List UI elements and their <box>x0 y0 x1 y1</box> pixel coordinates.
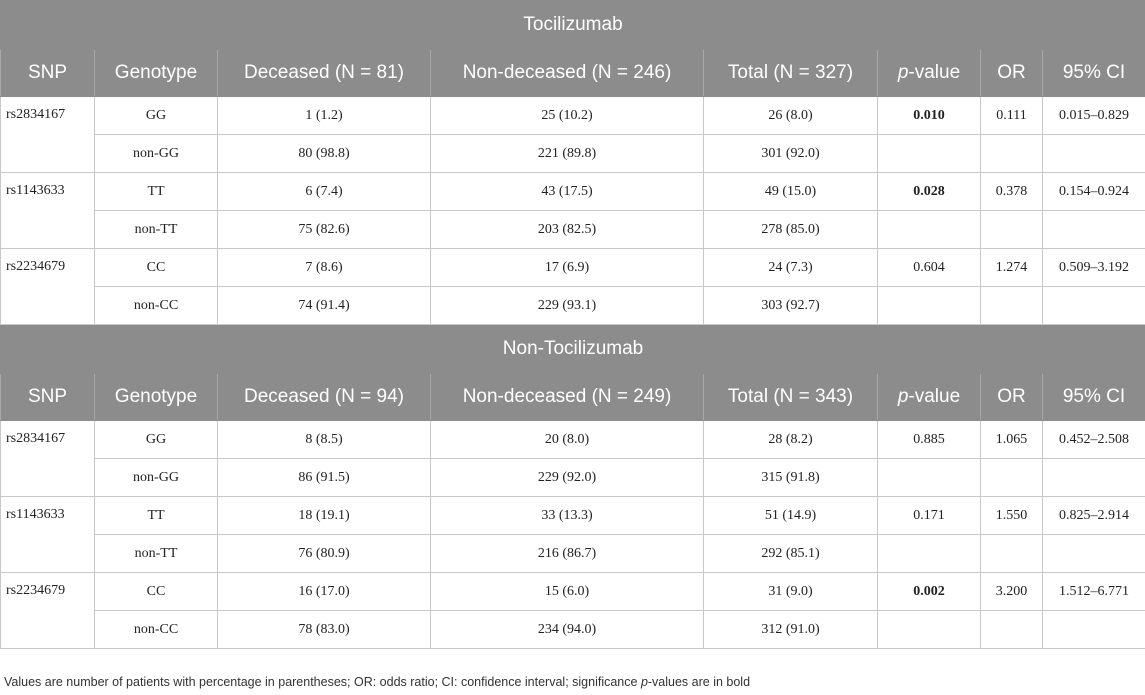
deceased-cell: 76 (80.9) <box>218 535 431 573</box>
deceased-cell: 6 (7.4) <box>218 173 431 211</box>
section-title: Tocilizumab <box>1 1 1145 50</box>
total-cell: 292 (85.1) <box>704 535 878 573</box>
table-row <box>1 459 1145 497</box>
total-cell: 301 (92.0) <box>704 135 878 173</box>
or-cell <box>981 135 1043 173</box>
total-cell: 31 (9.0) <box>704 573 878 611</box>
deceased-cell: 86 (91.5) <box>218 459 431 497</box>
or-cell <box>981 535 1043 573</box>
header-genotype: Genotype <box>95 374 218 421</box>
non-deceased-cell: 229 (93.1) <box>431 287 704 325</box>
header-or: OR <box>981 50 1043 97</box>
table-row <box>1 135 1145 173</box>
header-snp: SNP <box>1 374 95 421</box>
or-cell: 1.274 <box>981 249 1043 287</box>
header-deceased: Deceased (N = 81) <box>218 50 431 97</box>
ci-cell: 0.825–2.914 <box>1043 497 1145 535</box>
deceased-cell: 16 (17.0) <box>218 573 431 611</box>
ci-cell: 0.452–2.508 <box>1043 421 1145 459</box>
deceased-cell: 1 (1.2) <box>218 97 431 135</box>
ci-cell <box>1043 459 1145 497</box>
or-cell: 0.111 <box>981 97 1043 135</box>
section-title: Non-Tocilizumab <box>1 325 1145 374</box>
or-cell <box>981 459 1043 497</box>
header-total: Total (N = 327) <box>704 50 878 97</box>
non-deceased-cell: 15 (6.0) <box>431 573 704 611</box>
p-value-cell: 0.604 <box>878 249 981 287</box>
non-deceased-cell: 203 (82.5) <box>431 211 704 249</box>
header-p-italic: p <box>897 386 909 407</box>
header-deceased: Deceased (N = 94) <box>218 374 431 421</box>
table-row <box>1 535 1145 573</box>
deceased-cell: 80 (98.8) <box>218 135 431 173</box>
p-value-cell: 0.002 <box>878 573 981 611</box>
p-value-cell <box>878 211 981 249</box>
non-deceased-cell: 25 (10.2) <box>431 97 704 135</box>
non-deceased-cell: 221 (89.8) <box>431 135 704 173</box>
deceased-cell: 18 (19.1) <box>218 497 431 535</box>
or-cell: 1.550 <box>981 497 1043 535</box>
non-deceased-cell: 33 (13.3) <box>431 497 704 535</box>
header-ci: 95% CI <box>1043 374 1145 421</box>
p-value-cell <box>878 287 981 325</box>
or-cell: 1.065 <box>981 421 1043 459</box>
snp-cell: rs2834167 <box>1 421 95 497</box>
snp-cell: rs2234679 <box>1 249 95 325</box>
p-value-cell <box>878 459 981 497</box>
header-or: OR <box>981 374 1043 421</box>
non-deceased-cell: 17 (6.9) <box>431 249 704 287</box>
header-non-deceased: Non-deceased (N = 249) <box>431 374 704 421</box>
table-row <box>1 573 1145 611</box>
total-cell: 278 (85.0) <box>704 211 878 249</box>
total-cell: 49 (15.0) <box>704 173 878 211</box>
non-deceased-cell: 229 (92.0) <box>431 459 704 497</box>
footnote-text-end: -values are in bold <box>647 675 751 689</box>
genotype-cell: non-CC <box>95 287 218 325</box>
genotype-cell: CC <box>95 249 218 287</box>
ci-cell <box>1043 135 1145 173</box>
deceased-cell: 74 (91.4) <box>218 287 431 325</box>
snp-cell: rs1143633 <box>1 497 95 573</box>
or-cell <box>981 287 1043 325</box>
genotype-cell: TT <box>95 497 218 535</box>
column-header-row <box>1 374 1145 421</box>
table-row <box>1 497 1145 535</box>
snp-cell: rs1143633 <box>1 173 95 249</box>
p-value-cell: 0.028 <box>878 173 981 211</box>
non-deceased-cell: 20 (8.0) <box>431 421 704 459</box>
genotype-cell: GG <box>95 421 218 459</box>
p-value-cell: 0.885 <box>878 421 981 459</box>
non-deceased-cell: 234 (94.0) <box>431 611 704 649</box>
genotype-cell: GG <box>95 97 218 135</box>
header-p-rest: -value <box>908 386 961 407</box>
footnote-text: Values are number of patients with percentage in parentheses; OR: odds ratio; CI: confidence interval; significance <box>4 675 641 689</box>
genotype-cell: CC <box>95 573 218 611</box>
or-cell: 3.200 <box>981 573 1043 611</box>
or-cell <box>981 611 1043 649</box>
ci-cell: 0.154–0.924 <box>1043 173 1145 211</box>
p-value-cell <box>878 611 981 649</box>
header-genotype: Genotype <box>95 50 218 97</box>
ci-cell: 0.509–3.192 <box>1043 249 1145 287</box>
ci-cell: 1.512–6.771 <box>1043 573 1145 611</box>
genotype-cell: non-TT <box>95 211 218 249</box>
ci-cell: 0.015–0.829 <box>1043 97 1145 135</box>
header-p-value <box>878 50 981 97</box>
p-value-cell: 0.010 <box>878 97 981 135</box>
p-value-cell: 0.171 <box>878 497 981 535</box>
table-row <box>1 287 1145 325</box>
header-p-italic: p <box>897 62 909 83</box>
ci-cell <box>1043 287 1145 325</box>
total-cell: 315 (91.8) <box>704 459 878 497</box>
header-p-value <box>878 374 981 421</box>
column-header-row <box>1 50 1145 97</box>
snp-cell: rs2834167 <box>1 97 95 173</box>
ci-cell <box>1043 611 1145 649</box>
section-banner-non-tocilizumab <box>1 325 1145 374</box>
deceased-cell: 78 (83.0) <box>218 611 431 649</box>
header-ci: 95% CI <box>1043 50 1145 97</box>
header-p-rest: -value <box>908 62 961 83</box>
deceased-cell: 8 (8.5) <box>218 421 431 459</box>
table-row <box>1 173 1145 211</box>
total-cell: 26 (8.0) <box>704 97 878 135</box>
genotype-cell: non-TT <box>95 535 218 573</box>
genotype-cell: non-GG <box>95 459 218 497</box>
deceased-cell: 75 (82.6) <box>218 211 431 249</box>
or-cell <box>981 211 1043 249</box>
non-deceased-cell: 43 (17.5) <box>431 173 704 211</box>
or-cell: 0.378 <box>981 173 1043 211</box>
header-total: Total (N = 343) <box>704 374 878 421</box>
table-row <box>1 211 1145 249</box>
genotype-cell: TT <box>95 173 218 211</box>
table-row <box>1 249 1145 287</box>
p-value-cell <box>878 135 981 173</box>
table-footnote <box>4 675 1145 689</box>
total-cell: 28 (8.2) <box>704 421 878 459</box>
total-cell: 312 (91.0) <box>704 611 878 649</box>
total-cell: 303 (92.7) <box>704 287 878 325</box>
table-row <box>1 611 1145 649</box>
genotype-cell: non-GG <box>95 135 218 173</box>
genotype-cell: non-CC <box>95 611 218 649</box>
non-deceased-cell: 216 (86.7) <box>431 535 704 573</box>
ci-cell <box>1043 535 1145 573</box>
header-non-deceased: Non-deceased (N = 246) <box>431 50 704 97</box>
footnote-p-italic: p <box>640 675 648 689</box>
ci-cell <box>1043 211 1145 249</box>
table-row <box>1 97 1145 135</box>
deceased-cell: 7 (8.6) <box>218 249 431 287</box>
header-snp: SNP <box>1 50 95 97</box>
p-value-cell <box>878 535 981 573</box>
section-banner-tocilizumab <box>1 1 1145 50</box>
snp-cell: rs2234679 <box>1 573 95 649</box>
table-row <box>1 421 1145 459</box>
total-cell: 24 (7.3) <box>704 249 878 287</box>
total-cell: 51 (14.9) <box>704 497 878 535</box>
